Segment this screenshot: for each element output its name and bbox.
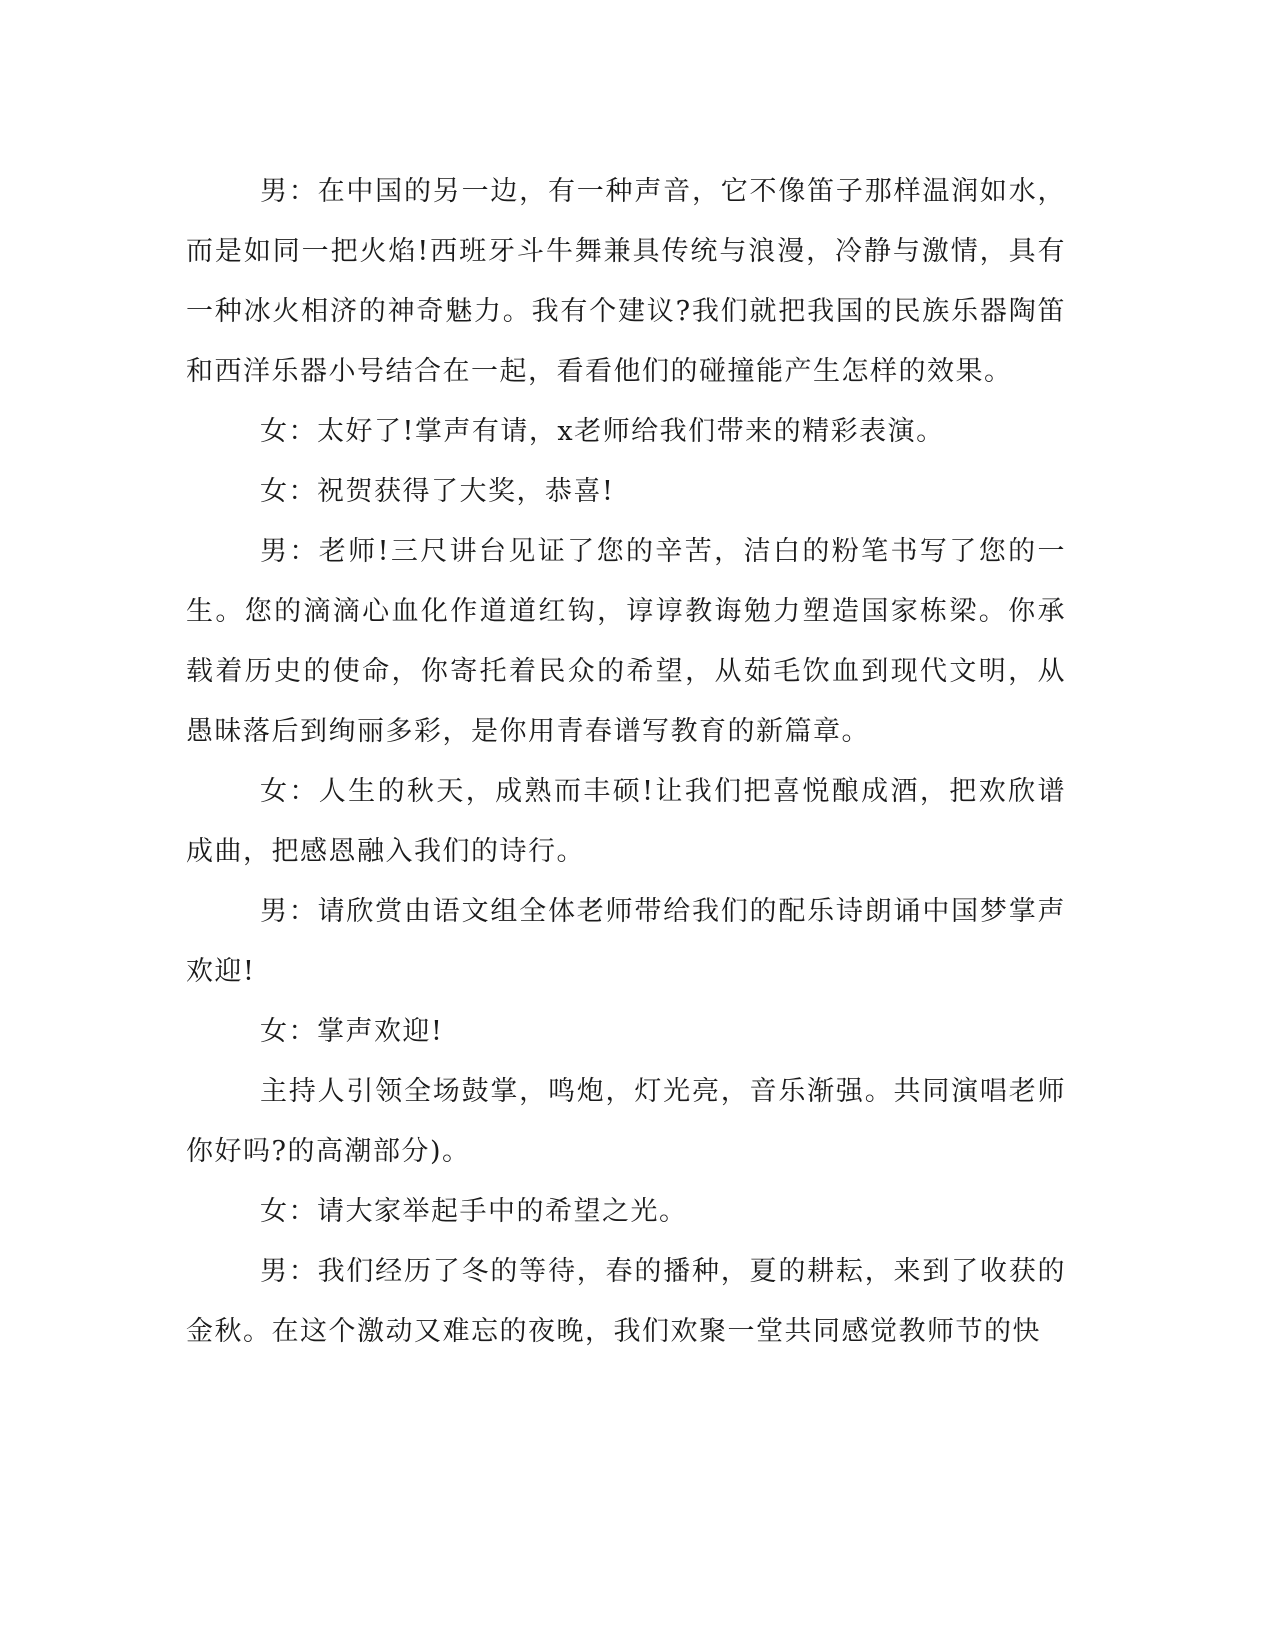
- paragraph: 男：老师!三尺讲台见证了您的辛苦，洁白的粉笔书写了您的一生。您的滴滴心血化作道道红钩，谆谆教诲勉力塑造国家栋梁。你承载着历史的使命，你寄托着民众的希望，从茹毛饮血到现代文明，从愚昧落后到绚丽多彩，是你用青春谱写教育的新篇章。: [186, 536, 1066, 747]
- paragraph: 女：请大家举起手中的希望之光。: [260, 1196, 688, 1227]
- paragraph: 男：请欣赏由语文组全体老师带给我们的配乐诗朗诵中国梦掌声欢迎!: [186, 896, 1066, 987]
- paragraph: 女：太好了!掌声有请，x老师给我们带来的精彩表演。: [260, 416, 945, 447]
- paragraph: 男：我们经历了冬的等待，春的播种，夏的耕耘，来到了收获的金秋。在这个激动又难忘的夜晚，我们欢聚一堂共同感觉教师节的快: [186, 1256, 1066, 1347]
- paragraph: 男：在中国的另一边，有一种声音，它不像笛子那样温润如水，而是如同一把火焰!西班牙斗牛舞兼具传统与浪漫，冷静与激情，具有一种冰火相济的神奇魅力。我有个建议?我们就把我国的民族乐器陶笛和西洋乐器小号结合在一起，看看他们的碰撞能产生怎样的效果。: [186, 176, 1066, 387]
- paragraph: 女：掌声欢迎!: [260, 1016, 444, 1047]
- paragraph: 主持人引领全场鼓掌，鸣炮，灯光亮，音乐渐强。共同演唱老师你好吗?的高潮部分)。: [186, 1076, 1066, 1167]
- paragraph: 女：祝贺获得了大奖，恭喜!: [260, 476, 615, 507]
- document-body: [186, 162, 1066, 1362]
- paragraph: 女：人生的秋天，成熟而丰硕!让我们把喜悦酿成酒，把欢欣谱成曲，把感恩融入我们的诗行。: [186, 776, 1066, 867]
